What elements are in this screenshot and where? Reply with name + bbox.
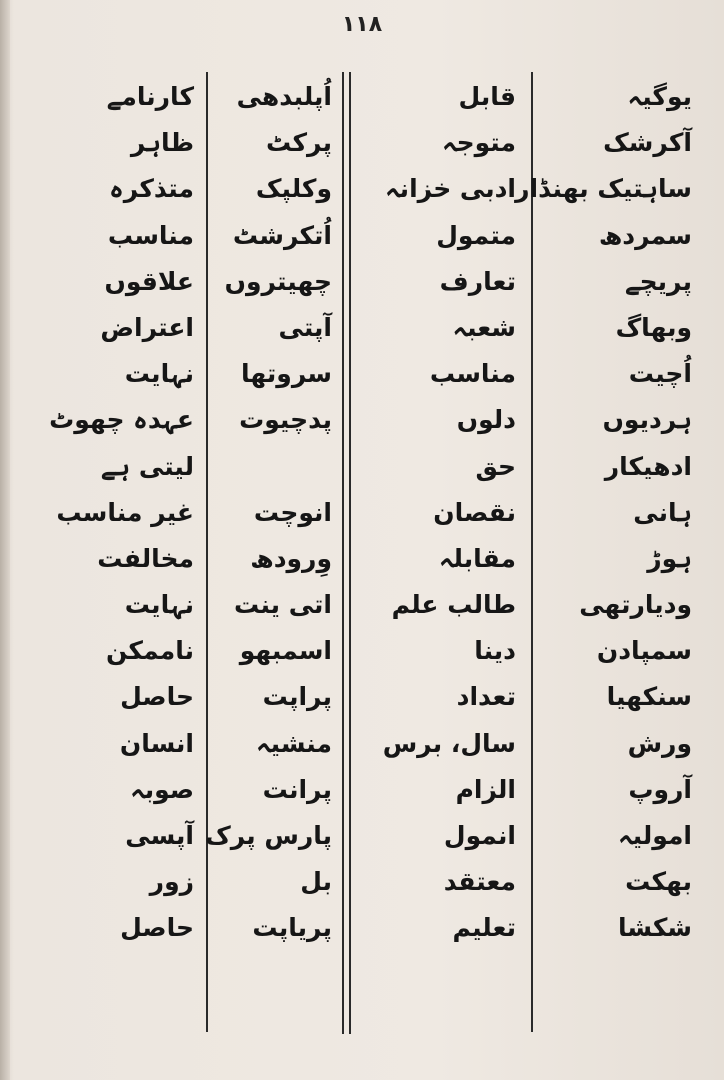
- word-entry: مخالفت: [97, 543, 194, 573]
- word-entry: آروپ: [628, 774, 692, 804]
- word-entry: ودیارتھی: [579, 590, 692, 620]
- word-entry: آپتی: [278, 312, 332, 342]
- column-divider: [206, 72, 208, 1032]
- word-entry: نہایت: [124, 590, 194, 620]
- word-entry: سمردھ: [598, 220, 692, 250]
- word-entry: پریچے: [625, 266, 692, 296]
- word-entry: [212, 444, 332, 490]
- word-entry: سال، برس: [382, 728, 516, 758]
- word-entry: سمپادن: [596, 636, 692, 666]
- word-entry: پدچیوت: [239, 405, 332, 435]
- word-entry: اُچیت: [628, 359, 692, 389]
- word-entry: بھکت: [625, 867, 692, 897]
- word-entry: پراپت: [262, 682, 332, 712]
- word-entry: پرانت: [262, 774, 332, 804]
- word-entry: ادھیکار: [604, 451, 692, 481]
- word-entry: انسان: [119, 728, 194, 758]
- word-entry: وکلپک: [255, 174, 332, 204]
- word-entry: کارنامے: [106, 82, 194, 111]
- word-entry: انمول: [443, 821, 516, 850]
- urdu-meanings-column-left-pair: [356, 74, 516, 952]
- word-entry: آکرشک: [603, 128, 692, 158]
- word-entry: مقابلہ: [438, 543, 516, 573]
- word-entry: اسمبھو: [239, 636, 332, 666]
- center-divider: [342, 72, 344, 1034]
- word-entry: انوچت: [253, 497, 332, 527]
- word-entry: امولیہ: [618, 821, 692, 850]
- word-entry: وِرودھ: [250, 543, 332, 573]
- word-entry: نقصان: [433, 497, 516, 527]
- word-entry: طالب علم: [391, 590, 516, 620]
- word-entry: لیتی ہے: [100, 451, 194, 481]
- word-entry: علاقوں: [104, 266, 194, 296]
- word-entry: شعبہ: [452, 312, 516, 342]
- word-entry: ساہتیک بھنڈار: [515, 174, 692, 204]
- page-spine-shadow: [0, 0, 10, 1080]
- word-entry: ادبی خزانہ: [385, 174, 516, 204]
- word-entry: یوگیہ: [627, 82, 692, 111]
- word-entry: متوجہ: [441, 128, 516, 158]
- column-divider: [531, 72, 533, 1032]
- word-entry: ہوڑ: [647, 543, 692, 573]
- word-entry: تعداد: [456, 682, 516, 712]
- word-entry: ہانی: [633, 497, 692, 527]
- word-entry: قابل: [458, 82, 516, 111]
- word-entry: ناممکن: [105, 636, 194, 666]
- word-entry: آپسی: [125, 821, 194, 850]
- word-entry: اُتکرشٹ: [232, 220, 332, 250]
- word-entry: چھیتروں: [224, 266, 332, 296]
- word-entry: بل: [300, 867, 332, 897]
- word-entry: وبھاگ: [615, 312, 692, 342]
- word-entry: منشیہ: [256, 728, 332, 758]
- word-entry: تعلیم: [452, 913, 516, 943]
- word-entry: مناسب: [107, 220, 194, 250]
- word-entry: حاصل: [120, 682, 194, 712]
- center-divider: [349, 72, 351, 1034]
- hindi-words-column-right-pair: [205, 74, 332, 952]
- hindi-words-column-left-pair: [515, 74, 692, 952]
- word-entry: پرکٹ: [266, 128, 332, 158]
- word-entry: عہدہ چھوٹ: [49, 405, 194, 435]
- word-entry: زور: [149, 867, 194, 897]
- word-entry: اتی ینت: [233, 590, 332, 620]
- word-entry: ظاہر: [130, 128, 194, 158]
- word-entry: متذکرہ: [109, 174, 194, 204]
- word-entry: سنکھیا: [606, 682, 692, 712]
- word-entry: حق: [475, 451, 516, 481]
- word-entry: تعارف: [439, 266, 516, 296]
- word-entry: غیر مناسب: [56, 497, 194, 527]
- urdu-meanings-column-right-pair: [24, 74, 194, 952]
- word-entry: اُپلبدھی: [236, 82, 332, 111]
- word-entry: اعتراض: [100, 312, 194, 342]
- word-entry: نہایت: [124, 359, 194, 389]
- word-entry: پریاپت: [252, 913, 332, 943]
- word-entry: دینا: [474, 636, 516, 666]
- page-number: ١١٨: [341, 12, 383, 37]
- word-entry: حاصل: [120, 913, 194, 943]
- word-entry: دلوں: [456, 405, 516, 435]
- word-entry: شکشا: [618, 913, 692, 943]
- word-entry: پارس پرک: [205, 821, 332, 850]
- word-entry: سروتھا: [241, 359, 332, 389]
- word-entry: معتقد: [443, 867, 516, 897]
- word-entry: ورش: [627, 728, 692, 758]
- word-entry: الزام: [455, 774, 516, 804]
- word-entry: متمول: [436, 220, 516, 250]
- word-entry: صوبہ: [130, 774, 194, 804]
- word-entry: مناسب: [429, 359, 516, 389]
- word-entry: ہردیوں: [602, 405, 692, 435]
